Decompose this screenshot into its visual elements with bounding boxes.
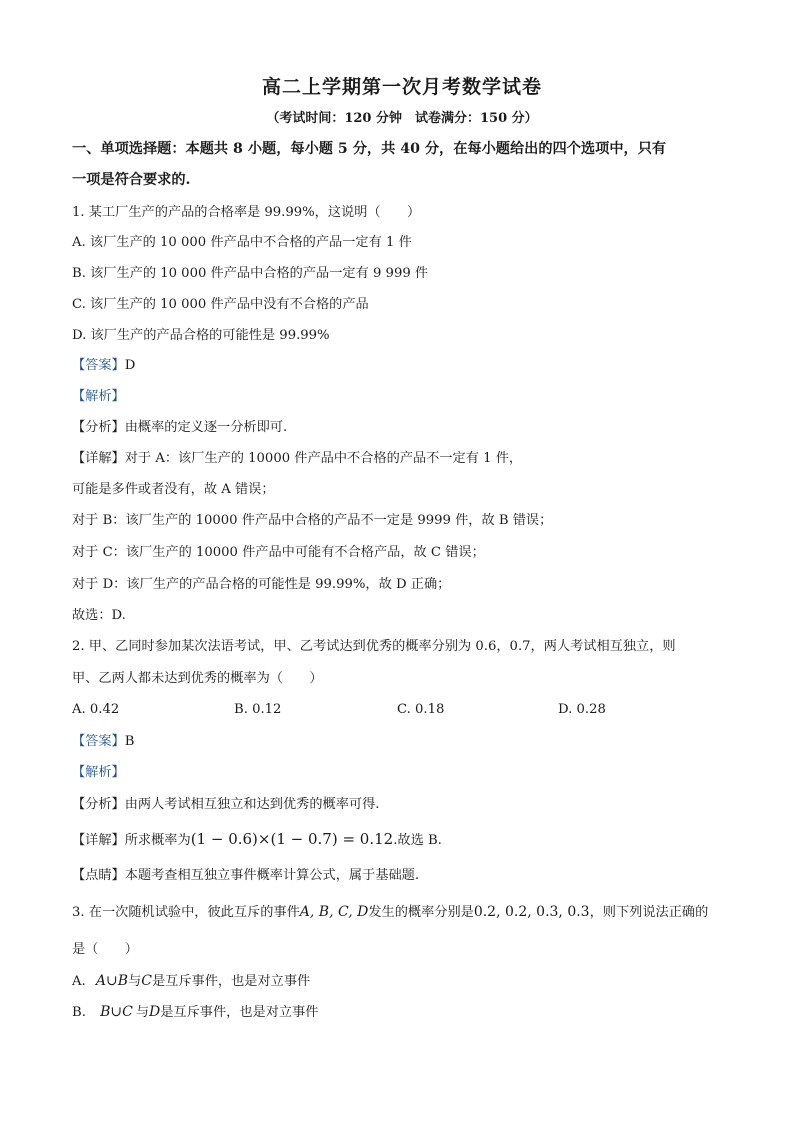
- answer-tag: 【答案】: [72, 734, 125, 749]
- q1-option-d: D. 该厂生产的产品合格的可能性是 99.99%: [72, 328, 330, 343]
- q3-option-a-union: A∪B: [95, 973, 129, 989]
- q2-option-b: B. 0.12: [234, 702, 282, 717]
- q3-option-b-union: B∪C: [100, 1004, 133, 1020]
- q3-stem-line2: 是（ ）: [72, 942, 138, 957]
- q1-xiangjie-line5: 对于 D：该厂生产的产品合格的可能性是 99.99%，故 D 正确；: [72, 577, 451, 592]
- q1-fenxi-row: [72, 419, 287, 437]
- q2-answer-row: [72, 733, 134, 751]
- q3-stem-post: ，则下列说法正确的: [589, 905, 709, 920]
- page-title: 高二上学期第一次月考数学试卷: [261, 76, 542, 98]
- section-heading-line2: 一项是符合要求的.: [72, 172, 191, 188]
- answer-tag: 【答案】: [72, 358, 125, 373]
- q2-xiangjie-post: .故选 B.: [393, 833, 442, 848]
- q3-stem-line1: [72, 903, 708, 922]
- q2-dianjing-text: 本题考查相互独立事件概率计算公式，属于基础题.: [124, 868, 420, 883]
- q3-option-b-text: 是互斥事件，也是对立事件: [160, 1005, 319, 1020]
- q2-probability-formula: (1 − 0.6)×(1 − 0.7) = 0.12: [190, 830, 394, 848]
- q3-option-b: [72, 1003, 319, 1022]
- q2-stem-line2: 甲、乙两人都未达到优秀的概率为（ ）: [72, 671, 323, 686]
- q1-option-c: C. 该厂生产的 10 000 件产品中没有不合格的产品: [72, 297, 369, 312]
- q1-option-a: A. 该厂生产的 10 000 件产品中不合格的产品一定有 1 件: [72, 235, 412, 250]
- q1-xiangjie-line2: 可能是多件或者没有，故 A 错误；: [72, 482, 275, 497]
- section-heading-line1: 一、单项选择题：本题共 8 小题，每小题 5 分，共 40 分，在每小题给出的四个选项中，只有: [72, 141, 667, 157]
- q2-analysis-tag: 【解析】: [72, 765, 125, 780]
- q3-option-b-label: B.: [72, 1005, 86, 1020]
- q1-answer: D: [124, 358, 136, 373]
- q3-probabilities: 0.2, 0.2, 0.3, 0.3: [473, 904, 590, 920]
- q1-xiangjie-row: [72, 450, 522, 468]
- q1-answer-row: [72, 357, 135, 375]
- q1-xiangjie-line1: 对于 A：该厂生产的 10000 件产品中不合格的产品不一定有 1 件，: [124, 451, 523, 466]
- fenxi-tag: 【分析】: [72, 420, 125, 435]
- q3-option-a: [72, 972, 310, 991]
- xiangjie-tag: 【详解】: [72, 451, 125, 466]
- q2-stem-line1: 2. 甲、乙同时参加某次法语考试，甲、乙考试达到优秀的概率分别为 0.6，0.7，两人考试相互独立，则: [72, 639, 676, 654]
- q3-option-a-text: 是互斥事件，也是对立事件: [151, 974, 311, 989]
- q2-xiangjie-pre: 所求概率为: [124, 833, 191, 848]
- q3-option-b-event: D: [149, 1004, 161, 1020]
- dianjing-tag: 【点睛】: [72, 868, 125, 883]
- q2-answer: B: [124, 734, 135, 749]
- q1-xiangjie-line4: 对于 C：该厂生产的 10000 件产品中可能有不合格产品，故 C 错误；: [72, 545, 485, 560]
- fenxi-tag: 【分析】: [72, 797, 125, 812]
- q2-option-a: A. 0.42: [72, 702, 120, 717]
- q1-xiangjie-line6: 故选：D.: [72, 608, 126, 623]
- q3-stem-pre: 3. 在一次随机试验中，彼此互斥的事件: [72, 905, 300, 920]
- q3-option-a-label: A.: [72, 974, 86, 989]
- q2-option-c: C. 0.18: [397, 702, 445, 717]
- q3-option-a-mid: 与: [128, 974, 142, 989]
- q3-option-b-mid: 与: [135, 1005, 150, 1020]
- q1-xiangjie-line3: 对于 B：该厂生产的 10000 件产品中合格的产品不一定是 9999 件，故 B 错误；: [72, 513, 553, 528]
- exam-duration-subtitle: （考试时间：120 分钟 试卷满分：150 分）: [266, 111, 538, 126]
- q2-dianjing-row: [72, 867, 419, 885]
- q1-stem: 1. 某工厂生产的产品的合格率是 99.99%，这说明（ ）: [72, 205, 421, 220]
- q1-option-b: B. 该厂生产的 10 000 件产品中合格的产品一定有 9 999 件: [72, 266, 429, 281]
- q2-fenxi-text: 由两人考试相互独立和达到优秀的概率可得.: [124, 797, 380, 812]
- q3-option-a-event: C: [141, 973, 152, 989]
- q2-xiangjie-row: [72, 830, 442, 850]
- q2-fenxi-row: [72, 796, 380, 814]
- q1-analysis-tag: 【解析】: [72, 389, 125, 404]
- q3-stem-mid: 发生的概率分别是: [368, 905, 474, 920]
- xiangjie-tag: 【详解】: [72, 833, 125, 848]
- q1-fenxi-text: 由概率的定义逐一分析即可.: [124, 420, 288, 435]
- q2-option-d: D. 0.28: [558, 702, 606, 717]
- q3-events: A, B, C, D: [299, 904, 369, 920]
